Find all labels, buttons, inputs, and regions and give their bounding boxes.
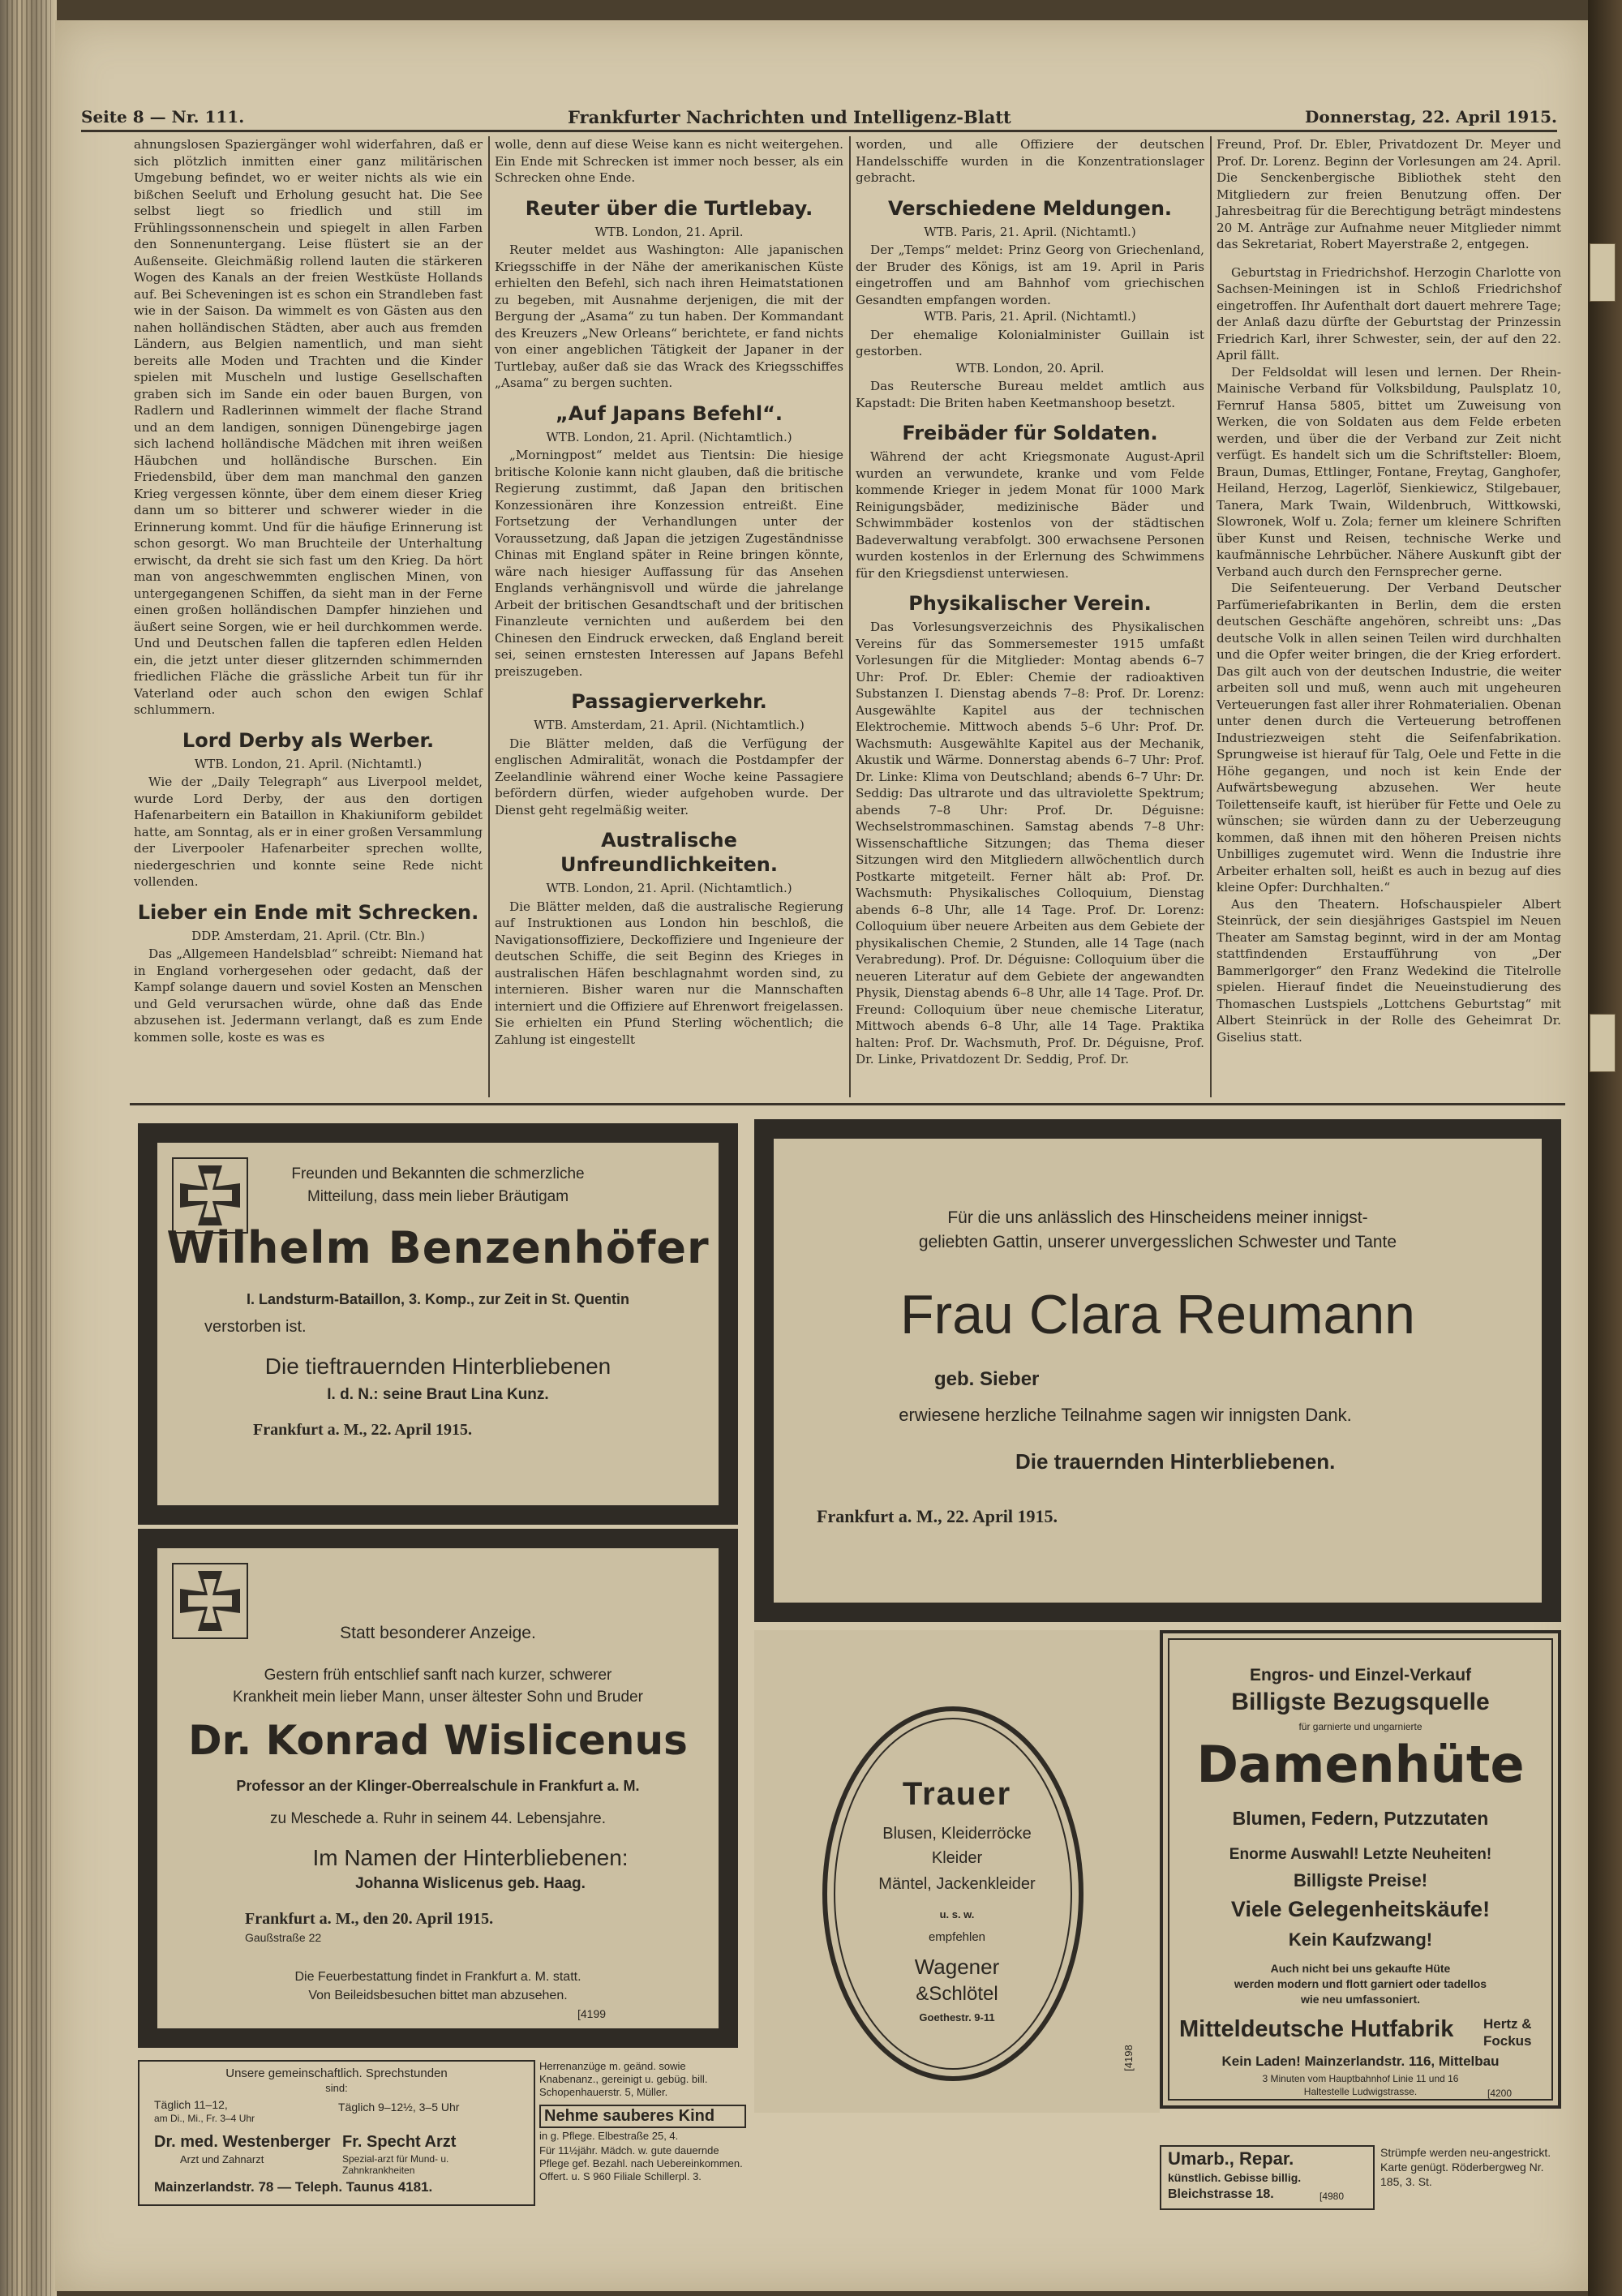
right-page-edge: [1588, 0, 1622, 2296]
obituary-text: verstorben ist.: [204, 1318, 307, 1336]
oval-frame: [819, 1703, 1087, 2084]
ad-company: Fockus: [1483, 2033, 1532, 2049]
deceased-name: Dr. Konrad Wislicenus: [188, 1717, 688, 1764]
ads-divider: [130, 1103, 1565, 1105]
ad-text: Blusen, Kleiderröcke: [882, 1825, 1032, 1843]
ad-address: Bleichstrasse 18.: [1168, 2187, 1274, 2201]
dateline: WTB. Paris, 21. April. (Nichtamtl.): [924, 309, 1136, 324]
article-text: „Morningpost“ meldet aus Tientsin: Die hiesige britische Kolonie kann nicht glauben, daß die britische Regierung zustimmt, daß Japan den britischen Konzessionären ihre Konzession entreißt. Eine Fortsetzung der Verhandlungen unter der Voraussetzung, daß Japan die jetzigen Zugeständnisse Chinas mit England später in Reine bringen könnte, wäre nach hiesiger Auffassung für das Ansehen Englands verhängnisvoll und würde die jahrelange Arbeit der britischen Gesandtschaft und der britischen Finanzleute vernichten und außerdem bei den Chinesen den Eindruck erwecken, daß England bereit sei, seinen ernstesten Interessen auf Japans Befehl preiszugeben.: [495, 448, 843, 679]
dateline: WTB. London, 21. April.: [594, 224, 744, 239]
page-header: [81, 105, 1557, 132]
article-text: Der „Temps“ meldet: Prinz Georg von Griechenland, der Bruder des Königs, ist am 19. April in Paris eingetroffen und am Bahnhof vom griechischen Gesandten empfangen worden.: [856, 242, 1204, 307]
ad-text: werden modern und flott garniert oder tadellos: [1234, 1977, 1487, 1990]
dateline: DDP. Amsterdam, 21. April. (Ctr. Bln.): [191, 928, 425, 943]
ad-text: Spezial-arzt für Mund- u. Zahnkrankheiten: [342, 2153, 449, 2176]
headline-australische: Australische Unfreundlichkeiten.: [560, 829, 779, 876]
ad-text: Engros- und Einzel-Verkauf: [1249, 1666, 1472, 1684]
obituary-date: Frankfurt a. M., 22. April 1915.: [253, 1421, 472, 1439]
ad-text: Täglich 9–12½, 3–5 Uhr: [338, 2101, 460, 2114]
ad-doctor: Dr. med. Westenberger: [154, 2133, 331, 2151]
article-text: Aus den Theatern. Hofschauspieler Albert Steinrück, der sein diesjähriges Gastspiel im Neuen Theater am Samstag beginnt, wird in der am Montag stattfindenden Erstaufführung von „Der Bammerlgorger“ den Franz Wedekind die Titelrolle spielen. Hierauf findet die Neueinstudierung des Thomaschen Lustspiels „Lottchens Geburtstag“ mit Albert Steinrück in der Rolle des Geheimrat Dr. Giselius statt.: [1216, 896, 1561, 1045]
ad-text: Mäntel, Jackenkleider: [878, 1875, 1036, 1893]
headline-japans-befehl: „Auf Japans Befehl“.: [556, 401, 783, 425]
obituary-text: erwiesene herzliche Teilnahme sagen wir innigsten Dank.: [899, 1405, 1352, 1425]
obituary-wislicenus: [138, 1529, 738, 2048]
header-date: Donnerstag, 22. April 1915.: [1305, 107, 1557, 127]
obituary-text: Krankheit mein lieber Mann, unser ältester Sohn und Bruder: [233, 1689, 643, 1706]
ad-text: empfehlen: [928, 1930, 986, 1944]
column-rule: [488, 136, 490, 1097]
header-page-number: Seite 8 — Nr. 111.: [81, 107, 245, 127]
article-text: Freund, Prof. Dr. Ebler, Privatdozent Dr. Meyer und Prof. Dr. Lorenz. Beginn der Vorlesungen am 24. April. Die Senckenbergische Bibliothek steht den Mitgliedern zur freien Benutzung offen. Der Jahresbeitrag für die Berechtigung beträgt mindestens 20 M. Anträge zur Aufnahme neuer Mitglieder nimmt das Sekretariat, Robert Mayerstraße 2, entgegen.: [1216, 137, 1561, 251]
ad-title: Nehme sauberes Kind: [539, 2105, 746, 2128]
ad-text: künstlich. Gebisse billig.: [1168, 2171, 1302, 2184]
dateline: WTB. London, 21. April. (Nichtamtlich.): [546, 429, 792, 444]
ad-text: in g. Pflege. Elbestraße 25, 4.: [539, 2130, 679, 2142]
header-masthead: Frankfurter Nachrichten und Intelligenz-Blatt: [568, 107, 1011, 127]
ad-text: u. s. w.: [939, 1908, 975, 1920]
ad-text: Arzt und Zahnarzt: [180, 2153, 264, 2165]
article-text: Reuter meldet aus Washington: Alle japanischen Kriegsschiffe in der Nähe der amerikanischen Küste erhielten den Befehl, sich nach ihren Heimatstationen zu begeben, mit Ausnahme derjenigen, die mit der Bergung der „Asama“ zu tun haben. Der Kommandant des Kreuzers „New Orleans“ berichtete, er fand nichts von einer angeblichen Tätigkeit der Japaner in der Turtlebay, außer daß sie das Wrack des Kriegsschiffes „Asama“ zu bergen suchten.: [495, 242, 843, 390]
obituary-text: Die trauernden Hinterbliebenen.: [1015, 1449, 1336, 1474]
article-text: Der Feldsoldat will lesen und lernen. Der Rhein-Mainische Verband für Volksbildung, Paulsplatz 10, Fernruf Hansa 5805, bittet um Zuweisung von Werken, die von Soldaten aus dem Felde erbeten werden, und über die der Verband zur Zeit nicht verfügt. Es handelt sich um die Schriftsteller: Bloem, Braun, Dumas, Ettlinger, Fontane, Freytag, Ganghofer, Heiland, Herzog, Lagerlöf, Sienkiewicz, Stilgebauer, Tanera, Mark Twain, Wildenbruch, Wittkowski, Slowronek, Wolf u. Zola; ferner um kleinere Schriften über Kunst und Reisen, technische Werke und kaufmännische Lehrbücher. Nähere Auskunft gibt der Verband auch durch den Fernsprecher gerne.: [1216, 364, 1561, 579]
headline-turtlebay: Reuter über die Turtlebay.: [525, 196, 813, 220]
obituary-text: zu Meschede a. Ruhr in seinem 44. Lebensjahre.: [269, 1810, 607, 1827]
ad-title: Damenhüte: [1196, 1735, 1525, 1794]
ad-text: Kleider: [931, 1849, 983, 1867]
ad-text: Kein Kaufzwang!: [1288, 1929, 1433, 1950]
ad-text: Täglich 11–12,: [154, 2098, 228, 2111]
deceased-name: Wilhelm Benzenhöfer: [166, 1222, 710, 1273]
ad-text: Auch nicht bei uns gekaufte Hüte: [1270, 1962, 1451, 1975]
ad-text: Enorme Auswahl! Letzte Neuheiten!: [1229, 1846, 1492, 1863]
obituary-benzenhoefer: [138, 1123, 738, 1525]
obituary-text: Statt besonderer Anzeige.: [340, 1624, 536, 1642]
ad-gebisse: [1160, 2145, 1375, 2210]
ad-company: Mitteldeutsche Hutfabrik: [1179, 2016, 1454, 2042]
ad-text: Billigste Bezugsquelle: [1231, 1689, 1490, 1715]
obituary-text: geb. Sieber: [934, 1368, 1040, 1390]
book-spine: [0, 0, 57, 2296]
dateline: WTB. London, 21. April. (Nichtamtl.): [194, 756, 423, 771]
obituary-date: Frankfurt a. M., den 20. April 1915.: [245, 1910, 494, 1928]
ad-text: Haltestelle Ludwigstrasse.: [1303, 2086, 1418, 2097]
ad-text: Blumen, Federn, Putzzutaten: [1232, 1808, 1489, 1829]
obituary-text: Gestern früh entschlief sanft nach kurzer, schwerer: [264, 1667, 612, 1684]
dateline: WTB. London, 20. April.: [955, 360, 1105, 376]
article-text: ahnungslosen Spaziergänger wohl widerfahren, daß er sich plötzlich inmitten einer ganz militärischen Umgebung befindet, wo er weiter nichts als wie ein bißchen Seeluft und Erholung gesucht hat. Die See selbst liegt so friedlich und still im Frühlingssonnenschein und spiegelt in allen Farben den Sonnenuntergang. Leise flüstert sie an der Außenseite. Gleichmäßig rollend lauten die stärkeren Wogen des Kanals an der freien Westküste Hollands auf. Bei Scheveningen ist es schon ein Strandleben fast wie in der Saison. Da wimmelt es von Gästen aus den nahen holländischen Städten, aber auch aus fremden Ländern, aus Belgien namentlich, und man sieht bereits alle Moden und Trachten und die Kinder spielen mit Muscheln und lustige Gesellschaften graben sich im Sande ein oder bauen Burgen, von Radlern und Radlerinnen wimmelt der flache Strand und an dem landigen, sonnigen Dünengebirge jagen sich lachend holländische Mädchen mit ihren weißen Häubchen und holländische Burschen. Ein Friedensbild, über dem man manchmal den ganzen Krieg vergessen könnte, über dem einem dieser Krieg dann um so bitterer und schwerer wieder in die Erinnerung kommt. Und für die häufige Erinnerung ist schon gesorgt. Wo man Bruchteile der Unterhaltung erwischt, da dreht sie sich fast um den Krieg. Da hört man von angeschwemmten englischen Minen, von untergegangenen Schiffen, da sieht man in der Ferne einen großen holländischen Dampfer hinziehen und äußert seine Sorgen, wie er heil durchkommen werde. Und und Deutschen fallen die tapferen edlen Helden ein, die jetzt unter dieser glitzernden schimmernden friedlichen Fläche die grässliche Arbeit tun für ihr Vaterland oder auch schon den ewigen Schlaf schlummern.: [134, 137, 483, 717]
article-text: wolle, denn auf diese Weise kann es nicht weitergehen. Ein Ende mit Schrecken ist immer noch besser, als ein Schrecken ohne Ende.: [495, 137, 843, 185]
ad-trauer: [754, 1630, 1160, 2113]
headline-schrecken: Lieber ein Ende mit Schrecken.: [137, 900, 479, 924]
ad-text: am Di., Mi., Fr. 3–4 Uhr: [154, 2113, 255, 2124]
obituary-text: I. d. N.: seine Braut Lina Kunz.: [327, 1386, 549, 1403]
headline-meldungen: Verschiedene Meldungen.: [887, 196, 1173, 220]
obituary-text: Freunden und Bekannten die schmerzliche: [291, 1165, 585, 1182]
article-text: worden, und alle Offiziere der deutschen Handelsschiffe wurden in die Konzentrationslager gebracht.: [856, 137, 1204, 185]
headline-passagierverkehr: Passagierverkehr.: [571, 690, 767, 713]
deceased-name: Frau Clara Reumann: [900, 1284, 1415, 1345]
ad-text: &Schlötel: [916, 1983, 998, 2005]
headline-freibaeder: Freibäder für Soldaten.: [902, 422, 1158, 444]
obituary-text: Die tieftrauernden Hinterbliebenen: [264, 1354, 611, 1379]
dateline: WTB. Paris, 21. April. (Nichtamtl.): [924, 224, 1136, 239]
ad-title: Trauer: [902, 1776, 1012, 1812]
ad-sprechstunden: [138, 2060, 535, 2206]
article-text: Das „Allgemeen Handelsblad“ schreibt: Niemand hat in England vorhergesehen oder gedacht, daß der Kampf solange dauern und soviel Kosten an Menschen und Geld verursachen würde, ohne daß das Ende abzusehen ist. Jedermann verlangt, daß es zum Ende kommen solle, koste es was es: [134, 946, 483, 1045]
ad-address: Kein Laden! Mainzerlandstr. 116, Mittelbau: [1221, 2054, 1500, 2069]
ad-text: Wagener: [914, 1955, 1000, 1979]
column-4: [1216, 136, 1561, 1045]
article-text: Die Seifenteuerung. Der Verband Deutscher Parfümeriefabrikanten in Berlin, dem die ersten deutschen Geschäfte angehören, schreibt uns: „Das deutsche Volk in allen seinen Teilen wird durchhalten und die Opfer weiter bringen, die der Krieg erfordert. Das gilt auch von der deutschen Industrie, die weiter arbeiten soll und muß, wenn auch mit ungeheuren Verteuerungen fast aller ihrer Rohmaterialien. Obenan unter denen durch die Verteuerung betroffenen Industriezweigen steht die Seifenfabrikation. Sprungweise ist hierauf für Talg, Oele und Fette in die Höhe gegangen, und noch ist kein Ende der Aufwärtsbewegung abzusehen. Wer heute Toilettenseife kauft, ist hierüber für Fette und Oele zu wünschen; sie würden dann zu der Ueberzeugung kommen, daß ihnen mit den höheren Preisen nichts Unbilliges zugemutet wird. Wenn die Industrie ihre Arbeiter erhalten soll, heißt es auch in bezug auf dies kleine Opfer: Durchhalten.“: [1216, 581, 1561, 895]
column-1: [134, 136, 483, 1045]
column-rule: [849, 136, 851, 1097]
obituary-date: Frankfurt a. M., 22. April 1915.: [817, 1506, 1058, 1526]
ad-doctor: Fr. Specht Arzt: [342, 2133, 457, 2151]
ad-company: Hertz &: [1483, 2016, 1532, 2032]
ad-text: wie neu umfassoniert.: [1300, 1993, 1421, 2006]
ad-address: Mainzerlandstr. 78 — Teleph. Taunus 4181.: [154, 2179, 433, 2195]
article-text: Das Vorlesungsverzeichnis des Physikalischen Vereins für das Sommersemester 1915 umfaßt Vorlesungen für die Mitglieder: Montag abends 6–7 Uhr: Prof. Dr. Ebler: Chemie der radioaktiven Substanzen I. Dienstag abends 7–8: Prof. Dr. Lorenz: Ausgewählte Kapitel aus der technischen Elektrochemie. Mittwoch abends 5–6 Uhr: Prof. Dr. Wachsmuth: Ausgewählte Kapitel aus der Mechanik, Akustik und Wärme. Donnerstag abends 6–7 Uhr: Prof. Dr. Linke: Klima von Deutschland; abends 6–7 Uhr: Dr. Seddig: Das ultrarote und das ultraviolette Spektrum; abends 7–8 Uhr: Prof. Dr. Déguisne: Wechselstrommaschinen. Samstag abends 7–8 Uhr: Wissenschaftliche Sitzungen; das Thema dieser Sitzungen wird den Mitgliedern allwöchentlich durch Postkarte mitgeteilt. Ferner hält ab: Prof. Dr. Wachsmuth: Physikalisches Colloquium, Dienstag abends 6–8 Uhr, alle 14 Tage. Prof. Dr. Lorenz: Colloquium über neuere Arbeiten aus dem Gebiete der physikalischen Chemie, 2 Stunden, alle 14 Tage (nach Verabredung). Prof. Dr. Déguisne: Colloquium über die neueren Literatur auf dem Gebiete der angewandten Physik, Dienstag abends 6–8 Uhr, alle 14 Tage. Prof. Dr. Freund: Colloquium über neue chemische Literatur, Mittwoch abends 6–8 Uhr, alle 14 Tage. Praktika halten: Prof. Dr. Wachsmuth, Prof. Dr. Déguisne, Prof. Dr. Linke, Privatdozent Dr. Seddig, Prof. Dr.: [856, 620, 1204, 1066]
article-text: Während der acht Kriegsmonate August-April wurden an verwundete, kranke und vom Felde kommende Krieger in jedem Monat für 1000 Mark Reinigungsbäder, medizinische Bäder und Schwimmbäder kostenlos von der städtischen Badeverwaltung verabfolgt. 300 erwachsene Personen wurden kostenlos in der Erlernung des Schwimmens für den Kriegsdienst unterwiesen.: [856, 449, 1204, 581]
obituary-text: I. Landsturm-Bataillon, 3. Komp., zur Zeit in St. Quentin: [246, 1291, 630, 1307]
ad-address: Goethestr. 9-11: [919, 2011, 995, 2023]
ad-code: [4198: [1122, 2045, 1135, 2071]
article-text: Der ehemalige Kolonialminister Guillain ist gestorben.: [856, 327, 1204, 358]
headline-lord-derby: Lord Derby als Werber.: [182, 728, 435, 752]
column-2: [495, 136, 843, 1048]
article-text: Das Reutersche Bureau meldet amtlich aus Kapstadt: Die Briten haben Keetmanshoop besetzt.: [856, 379, 1204, 410]
ad-damenhuete: [1160, 1630, 1561, 2109]
obituary-text: Für die uns anlässlich des Hinscheidens meiner innigst-: [947, 1208, 1368, 1227]
article-text: Die Blätter melden, daß die australische Regierung auf Instruktionen aus London hin beschloß, die Navigationsoffiziere, Deckoffiziere und Ingenieure der deutschen Schiffe, die seit Beginn des Krieges in australischen Häfen beschlagnahmt worden sind, zu internieren. Bisher waren nur die Mannschaften interniert und die Offiziere auf Ehrenwort freigelassen. Sie erhielten ein Pfund Sterling wöchentlich; die Zahlung ist eingestellt: [495, 899, 843, 1047]
ad-classifieds: [539, 2060, 750, 2206]
ad-text: Strümpfe werden neu-angestrickt. Karte genügt. Röderbergweg Nr. 185, 3. St.: [1380, 2146, 1551, 2188]
ad-text: 3 Minuten vom Hauptbahnhof Linie 11 und 16: [1262, 2073, 1459, 2084]
article-text: Die Blätter melden, daß die Verfügung der englischen Admiralität, wonach die Postdampfer der Zeelandlinie während einer Woche keine Passagiere befördern dürfen, wieder aufgehoben wurde. Der Dienst geht regelmäßig weiter.: [495, 736, 843, 818]
obituary-text: Mitteilung, dass mein lieber Bräutigam: [307, 1188, 569, 1205]
ad-text: Unsere gemeinschaftlich. Sprechstunden: [225, 2066, 448, 2080]
ad-code: [4200: [1487, 2088, 1513, 2099]
ad-text: Für 11½jähr. Mädch. w. gute dauernde Pflege gef. Bezahl. nach Uebereinkommen. Offert. u. S 960 Filiale Schillerpl. 3.: [539, 2144, 743, 2182]
dateline: WTB. Amsterdam, 21. April. (Nichtamtlich.): [534, 718, 805, 732]
obituary-text: Im Namen der Hinterbliebenen:: [312, 1845, 629, 1870]
column-rule: [1210, 136, 1212, 1097]
ad-code: [4199: [577, 2007, 607, 2020]
ad-text: für garnierte und ungarnierte: [1298, 1721, 1422, 1732]
headline-physikalischer-verein: Physikalischer Verein.: [908, 592, 1152, 615]
ad-title: Umarb., Repar.: [1168, 2148, 1294, 2169]
obituary-text: Johanna Wislicenus geb. Haag.: [355, 1875, 586, 1892]
ad-text: Herrenanzüge m. geänd. sowie Knabenanz., gereinigt u. gebüg. bill. Schopenhauerstr. 5, Müller.: [539, 2060, 708, 2098]
article-text: Wie der „Daily Telegraph“ aus Liverpool meldet, wurde Lord Derby, der aus den dortigen Hafenarbeitern ein Bataillon in Khakiuniform gebildet hatte, am Sonntag, als er in einer großen Versammlung der Liverpooler Hafenarbeiter sprechen wollte, niedergeschrien und konnte seine Rede nicht vollenden.: [134, 775, 483, 889]
obituary-address: Gaußstraße 22: [245, 1931, 322, 1944]
obituary-text: Von Beileidsbesuchen bittet man abzusehen.: [308, 1989, 568, 2002]
dateline: WTB. London, 21. April. (Nichtamtlich.): [546, 881, 792, 895]
obituary-text: geliebten Gattin, unserer unvergesslichen Schwester und Tante: [918, 1233, 1397, 1251]
ad-text: Billigste Preise!: [1293, 1870, 1428, 1890]
ad-code: [4980: [1319, 2191, 1345, 2202]
obituary-text: Professor an der Klinger-Oberrealschule in Frankfurt a. M.: [236, 1778, 640, 1794]
article-text: Geburtstag in Friedrichshof. Herzogin Charlotte von Sachsen-Meiningen ist in Schloß Friedrichshof eingetroffen. Ihr Aufenthalt dort dauert mehrere Tage; der Anlaß dazu dürfte der Geburtstag der Prinzessin Friedrich Karl, ihrer Schwester, sein, der auf den 22. April fällt.: [1216, 264, 1561, 363]
ad-text: sind:: [325, 2082, 348, 2094]
obituary-text: Die Feuerbestattung findet in Frankfurt a. M. statt.: [294, 1970, 581, 1984]
obituary-reumann: [754, 1119, 1561, 1622]
column-3: [856, 136, 1204, 1068]
ad-text: Viele Gelegenheitskäufe!: [1230, 1897, 1491, 1921]
